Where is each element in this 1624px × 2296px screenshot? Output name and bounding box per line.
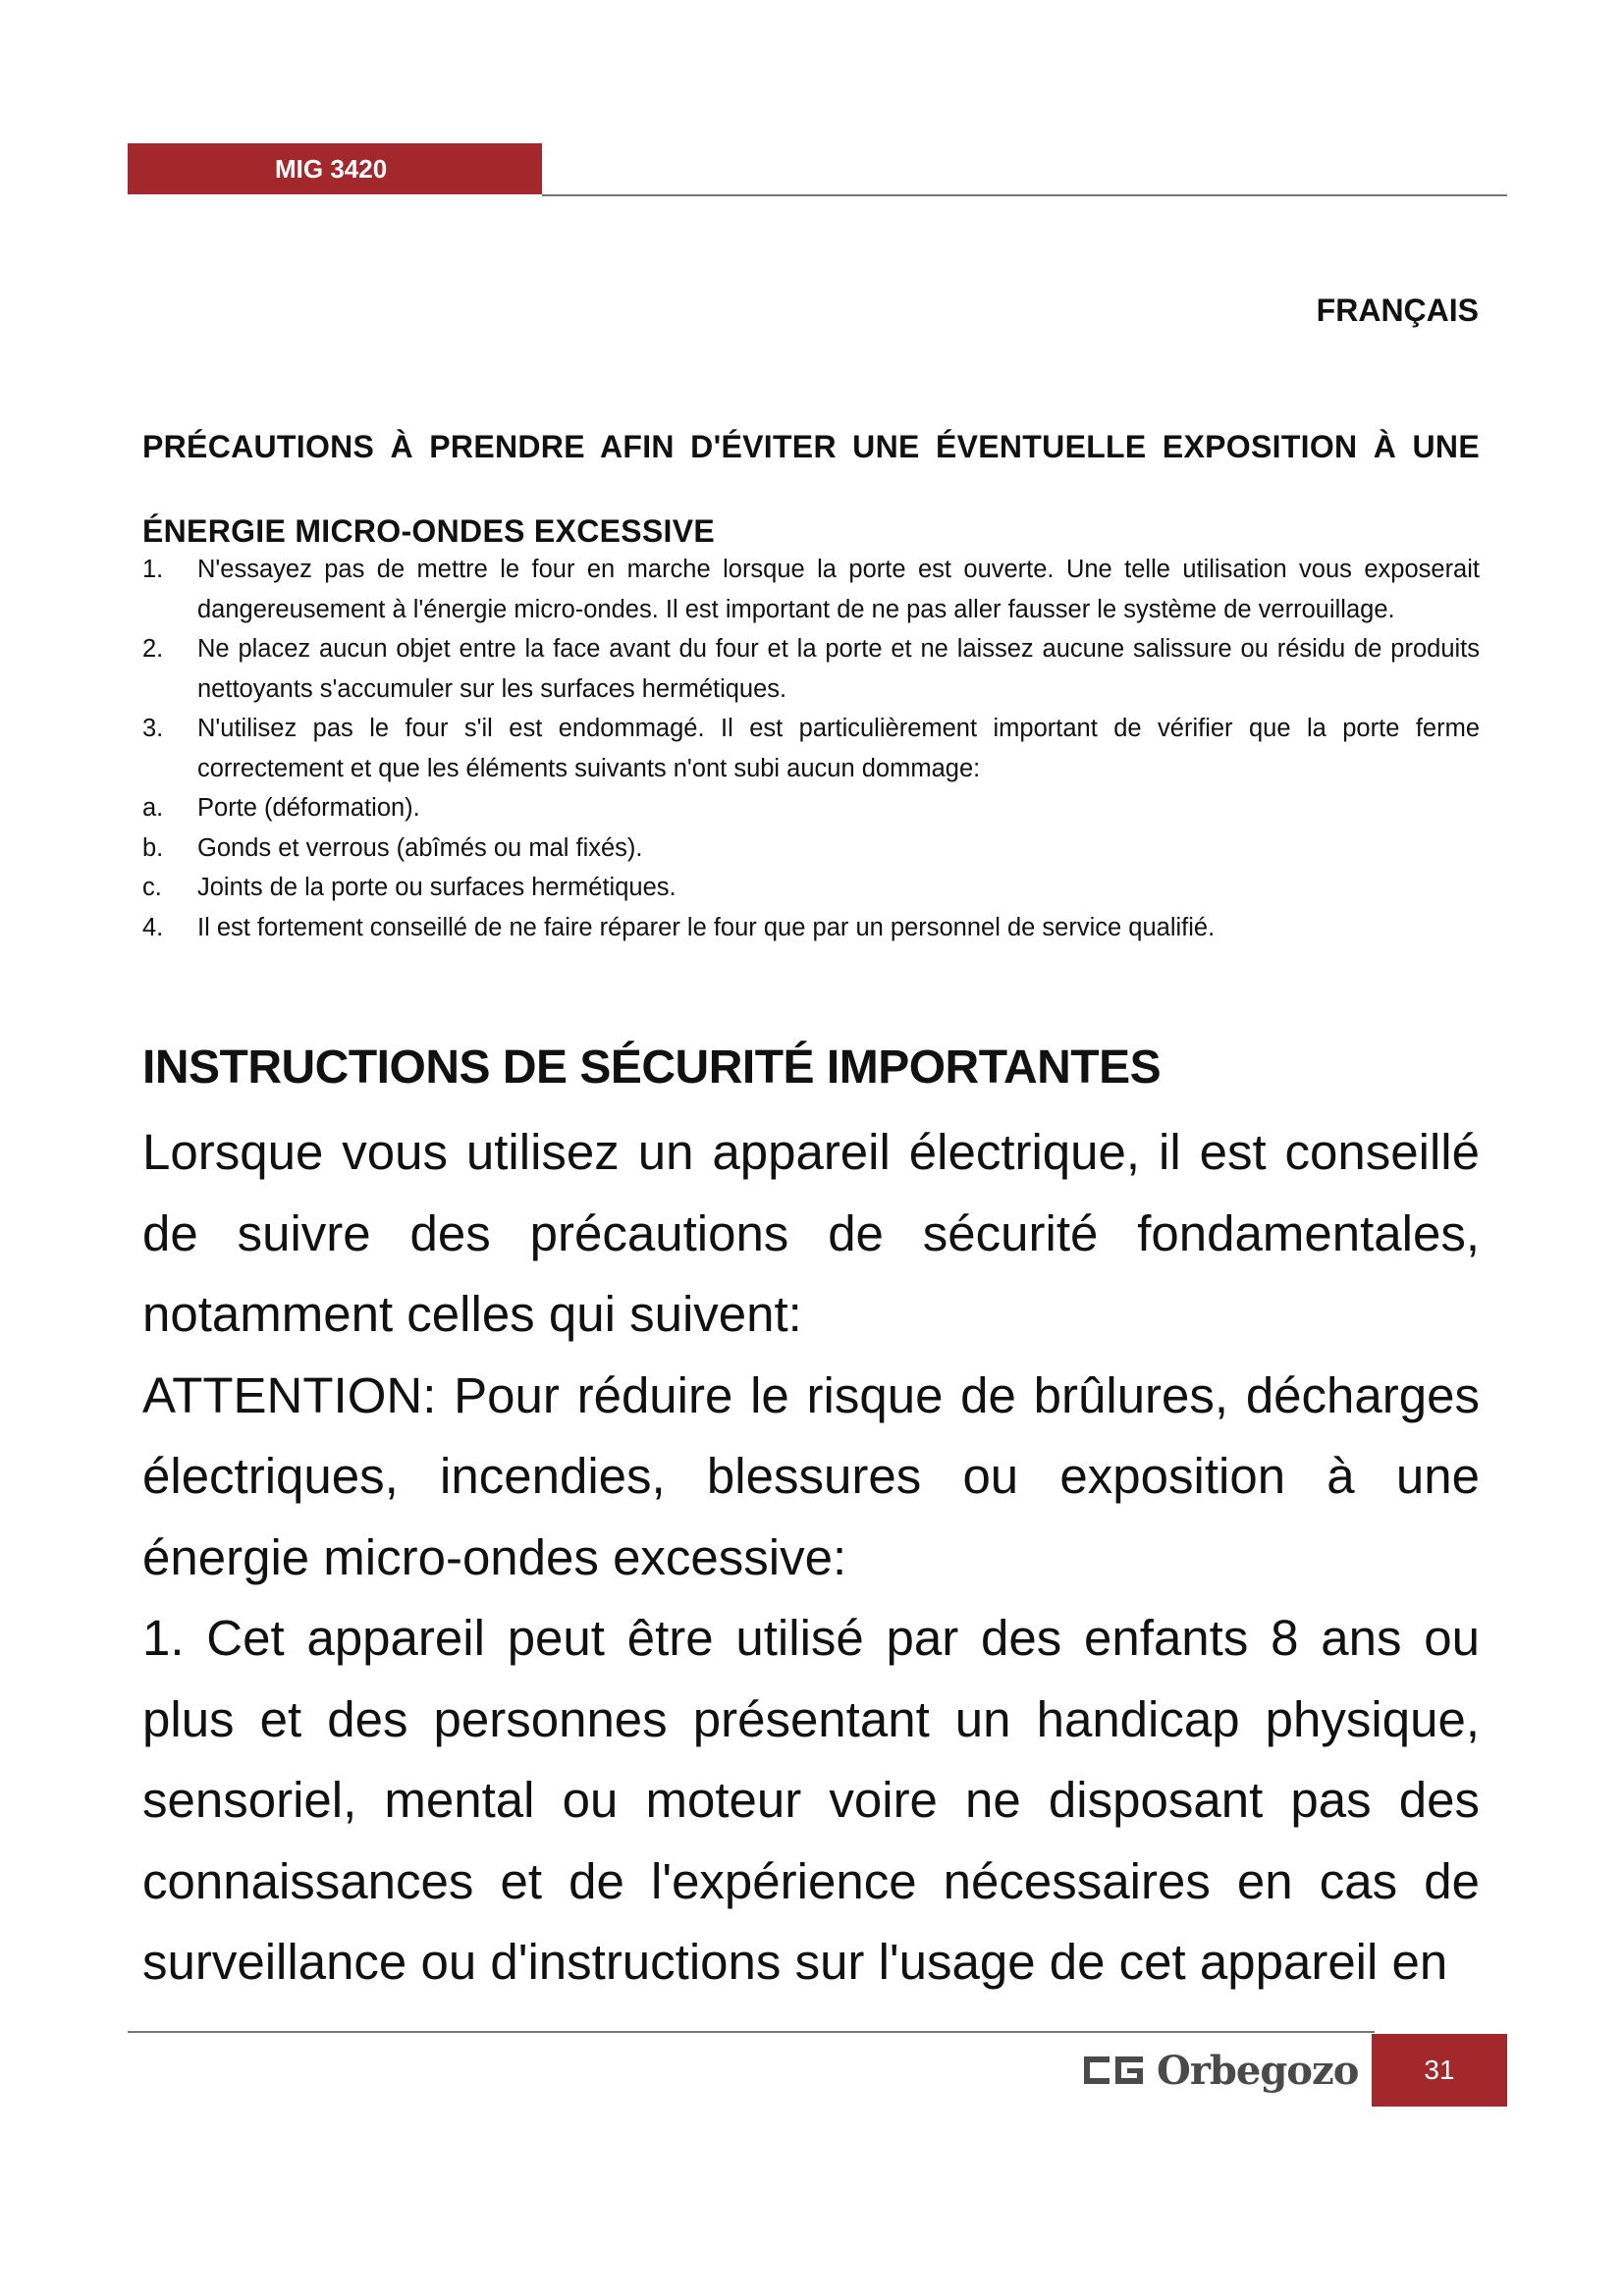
section-title-precautions: PRÉCAUTIONS À PRENDRE AFIN D'ÉVITER UNE ÉVENTUELLE EXPOSITION À UNE ÉNERGIE MICRO-ONDES EXCESSIVE (142, 429, 1480, 549)
list-item-text: Ne placez aucun objet entre la face avant du four et la porte et ne laissez aucune salissure ou résidu de produits nettoyants s'accumuler sur les surfaces hermétiques. (197, 635, 1480, 703)
footer-rule (128, 2031, 1375, 2033)
list-item-number: 2. (142, 635, 164, 663)
list-item-number: c. (142, 874, 162, 901)
safety-warning: ATTENTION: Pour réduire le risque de brûlures, décharges électriques, incendies, blessures ou exposition à une énergie micro-ondes excessive: (142, 1366, 1480, 1585)
safety-body (142, 1112, 1480, 2003)
language-label: FRANÇAIS (1316, 293, 1479, 328)
list-item-number: b. (142, 833, 164, 862)
orbegozo-logo-icon (1084, 2055, 1143, 2086)
list-item-text: Gonds et verrous (abîmés ou mal fixés). (197, 833, 643, 862)
list-item-text: N'utilisez pas le four s'il est endommagé. Il est particulièrement important de vérifier que la porte ferme correctement et que les éléments suivants n'ont subi aucun dommage: (197, 715, 1480, 782)
list-item-number: 4. (142, 913, 164, 941)
header-model-tab (128, 143, 542, 194)
list-item (142, 908, 1480, 948)
list-item-number: a. (142, 794, 164, 822)
list-item (142, 550, 1480, 629)
model-label: MIG 3420 (275, 154, 388, 184)
brand-logo (1084, 2046, 1358, 2095)
list-item-text: Joints de la porte ou surfaces hermétiques. (197, 874, 677, 901)
list-item-text: N'essayez pas de mettre le four en marche lorsque la porte est ouverte. Une telle utilisation vous exposerait dangereusement à l'énergie micro-ondes. Il est important de ne pas aller fausser le système de verrouillage. (197, 556, 1480, 623)
safety-intro: Lorsque vous utilisez un appareil électrique, il est conseillé de suivre des précautions de sécurité fondamentales, notamment celles qui suivent: (142, 1124, 1480, 1342)
list-item-text: Porte (déformation). (197, 794, 420, 822)
list-item (142, 828, 1480, 869)
list-item (142, 629, 1480, 709)
list-item-text: Il est fortement conseillé de ne faire réparer le four que par un personnel de service qualifié. (197, 913, 1216, 941)
precautions-list (142, 550, 1480, 947)
safety-item-1: 1. Cet appareil peut être utilisé par des enfants 8 ans ou plus et des personnes présentant un handicap physique, sensoriel, mental ou moteur voire ne disposant pas des connaissances et de l'expérience nécessaires en cas de surveillance ou d'instructions sur l'usage de cet appareil en (142, 1610, 1480, 1990)
list-item-number: 1. (142, 556, 164, 583)
list-item (142, 709, 1480, 788)
list-item-number: 3. (142, 715, 164, 742)
header-rule (542, 194, 1507, 196)
page-number: 31 (1372, 2034, 1507, 2107)
brand-name: Orbegozo (1157, 2047, 1359, 2094)
list-item (142, 788, 1480, 828)
section-title-safety: INSTRUCTIONS DE SÉCURITÉ IMPORTANTES (142, 1041, 1162, 1094)
list-item (142, 868, 1480, 908)
